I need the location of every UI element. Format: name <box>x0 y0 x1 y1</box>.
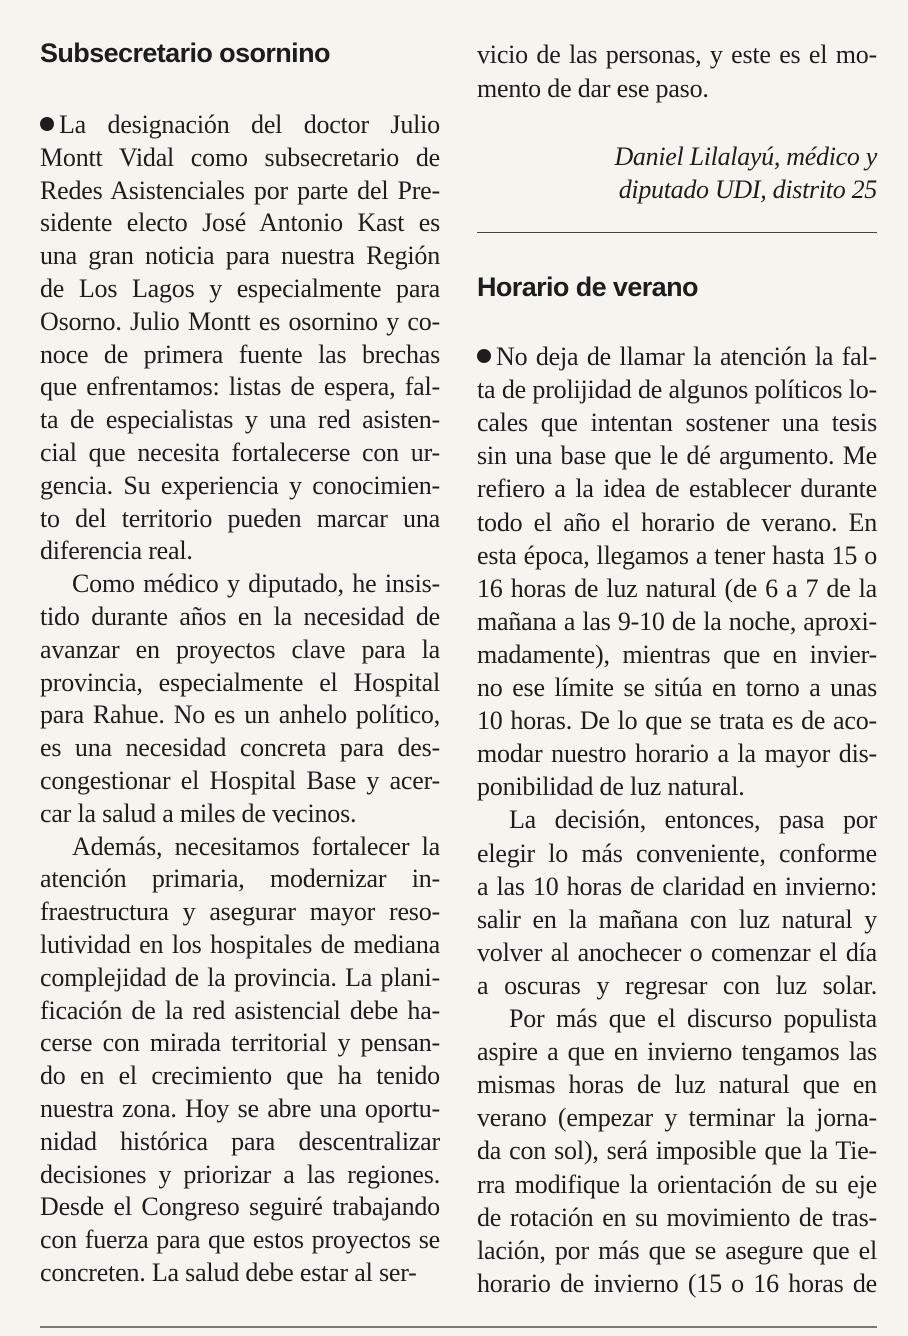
text-line <box>40 469 440 502</box>
text-line <box>477 837 877 870</box>
text-line <box>40 502 440 535</box>
line-text: ta de prolijidad de algunos políticos lo- <box>477 375 877 405</box>
text-line <box>40 1190 440 1223</box>
line-text: sin una base que le dé argumento. Me <box>477 441 877 471</box>
text-line <box>40 1223 440 1256</box>
line-text: No deja de llamar la atención la fal- <box>496 342 877 371</box>
text-line <box>477 936 877 969</box>
text-line <box>40 141 440 174</box>
line-text: sidente electo José Antonio Kast es <box>40 208 440 238</box>
line-text: decisiones y priorizar a las regiones. <box>40 1159 440 1189</box>
text-line <box>477 506 877 539</box>
text-line <box>477 38 877 71</box>
text-line <box>40 174 440 207</box>
text-line <box>40 206 440 239</box>
line-text: car la salud a miles de vecinos. <box>40 798 357 828</box>
line-text: La designación del doctor Julio <box>59 110 440 139</box>
text-line <box>40 862 440 895</box>
line-text: do en el crecimiento que ha tenido <box>40 1061 440 1091</box>
line-text: Por más que el discurso populista <box>509 1004 877 1033</box>
line-text: a las 10 horas de claridad en invierno: <box>477 871 877 901</box>
text-line <box>477 1002 877 1035</box>
text-line <box>477 340 877 373</box>
line-text: refiero a la idea de establecer durante <box>477 474 877 504</box>
line-text: da con sol), será imposible que la Tie- <box>477 1136 877 1166</box>
text-line <box>40 666 440 699</box>
text-line <box>40 534 440 567</box>
line-text: lación, por más que se asegure que el <box>477 1235 877 1265</box>
line-text: de rotación en su movimiento de tras- <box>477 1202 877 1232</box>
line-text: no ese límite se sitúa en torno a unas <box>477 673 877 702</box>
article-title-subsecretario: Subsecretario osornino <box>40 38 330 68</box>
text-line <box>40 895 440 928</box>
line-text: Además, necesitamos fortalecer la <box>72 831 440 861</box>
text-line <box>40 370 440 403</box>
line-text: cial que necesita fortalecerse con ur- <box>40 438 440 467</box>
line-text: noce de primera fuente las brechas <box>40 339 440 369</box>
page-bottom-rule <box>40 1326 877 1328</box>
line-text: Desde el Congreso seguiré trabajando <box>40 1192 440 1222</box>
text-line <box>477 1068 877 1101</box>
line-text: avanzar en proyectos clave para la <box>40 634 440 664</box>
text-line <box>40 567 440 600</box>
text-line <box>477 439 877 472</box>
text-line <box>477 406 877 439</box>
text-line <box>477 737 877 770</box>
text-line <box>40 1026 440 1059</box>
line-text: La decisión, entonces, pasa por <box>509 805 877 835</box>
bullet-icon <box>40 117 54 131</box>
text-line <box>40 830 440 863</box>
text-line <box>40 272 440 305</box>
text-line <box>40 764 440 797</box>
line-text: rra modifique la orientación de su eje <box>477 1169 877 1199</box>
line-text: que enfrentamos: listas de espera, fal- <box>40 372 440 402</box>
line-text: a oscuras y regresar con luz solar. <box>477 970 877 1000</box>
text-line <box>40 239 440 272</box>
line-text: salir en la mañana con luz natural y <box>477 904 877 934</box>
text-line <box>40 797 440 830</box>
text-line <box>40 633 440 666</box>
text-line <box>477 671 877 704</box>
text-line <box>477 1134 877 1167</box>
line-text: complejidad de la provincia. La plani- <box>40 962 440 992</box>
line-text: tido durante años en la necesidad de <box>40 602 440 631</box>
signature-role: diputado UDI, distrito 25 <box>618 175 877 204</box>
text-line <box>477 572 877 605</box>
line-text: mismas horas de luz natural que en <box>477 1070 877 1100</box>
text-line <box>477 803 877 836</box>
line-text: ficación de la red asistencial debe ha- <box>40 995 440 1025</box>
line-text: ponibilidad de luz natural. <box>477 772 745 802</box>
text-line <box>40 305 440 338</box>
line-text: todo el año el horario de verano. En <box>477 507 877 537</box>
text-line <box>40 600 440 633</box>
text-line <box>477 373 877 406</box>
section-divider <box>477 232 877 233</box>
line-text: Como médico y diputado, he insis- <box>72 569 440 599</box>
text-line <box>40 1256 440 1289</box>
signature-name: Daniel Lilalayú, médico y <box>614 142 877 171</box>
text-line <box>40 928 440 961</box>
line-text: mento de dar ese paso. <box>477 74 709 103</box>
line-text: nuestra zona. Hoy se abre una oportu- <box>40 1094 440 1123</box>
text-line <box>477 1234 877 1267</box>
line-text: una gran noticia para nuestra Región <box>40 241 440 271</box>
line-text: modar nuestro horario a la mayor dis- <box>477 739 877 769</box>
line-text: cales que intentan sostener una tesis <box>477 408 877 438</box>
line-text: fraestructura y asegurar mayor reso- <box>40 897 440 927</box>
line-text: esta época, llegamos a tener hasta 15 o <box>477 540 877 570</box>
line-text: ta de especialistas y una red asisten- <box>40 405 440 435</box>
line-text: con fuerza para que estos proyectos se <box>40 1225 440 1255</box>
line-text: para Rahue. No es un anhelo político, <box>40 700 440 730</box>
text-line <box>40 436 440 469</box>
text-line <box>477 539 877 572</box>
line-text: Osorno. Julio Montt es osornino y co- <box>40 306 440 336</box>
text-line <box>477 605 877 638</box>
text-line <box>40 994 440 1027</box>
article-title-horario: Horario de verano <box>477 272 698 302</box>
line-text: congestionar el Hospital Base y acer- <box>40 766 440 795</box>
line-text: es una necesidad concreta para des- <box>40 733 440 763</box>
line-text: to del territorio pueden marcar una <box>40 503 440 533</box>
text-line <box>477 472 877 505</box>
line-text: verano (empezar y terminar la jorna- <box>477 1103 877 1133</box>
text-line <box>477 969 877 1002</box>
line-text: diferencia real. <box>40 536 193 566</box>
line-text: 10 horas. De lo que se trata es de aco- <box>477 706 877 736</box>
text-line <box>477 1267 877 1300</box>
line-text: Redes Asistenciales por parte del Pre- <box>40 175 440 205</box>
line-text: Montt Vidal como subsecretario de <box>40 142 440 172</box>
line-text: de Los Lagos y especialmente para <box>40 274 440 303</box>
line-text: 16 horas de luz natural (de 6 a 7 de la <box>477 573 877 603</box>
text-line <box>477 1168 877 1201</box>
line-text: atención primaria, modernizar in- <box>40 864 440 894</box>
text-line <box>477 903 877 936</box>
text-line <box>477 72 877 105</box>
line-text: lutividad en los hospitales de mediana <box>40 930 440 959</box>
line-text: gencia. Su experiencia y conocimien- <box>40 470 440 500</box>
line-text: provincia, especialmente el Hospital <box>40 667 440 697</box>
text-line <box>40 1059 440 1092</box>
text-line <box>40 731 440 764</box>
text-line <box>40 698 440 731</box>
text-line <box>40 1092 440 1125</box>
text-line <box>40 108 440 141</box>
text-line <box>40 338 440 371</box>
text-line <box>40 1125 440 1158</box>
text-line <box>477 1035 877 1068</box>
line-text: madamente), mientras que en invier- <box>477 639 877 669</box>
text-line <box>477 770 877 803</box>
line-text: vicio de las personas, y este es el mo- <box>477 40 877 69</box>
line-text: horario de invierno (15 o 16 horas de <box>477 1268 877 1298</box>
line-text: elegir lo más conveniente, conforme <box>477 838 877 868</box>
line-text: concreten. La salud debe estar al ser- <box>40 1258 417 1287</box>
text-line <box>40 403 440 436</box>
line-text: mañana a las 9-10 de la noche, aproxi- <box>477 606 877 636</box>
line-text: cerse con mirada territorial y pensan- <box>40 1028 440 1058</box>
text-line <box>40 961 440 994</box>
text-line <box>477 704 877 737</box>
line-text: aspire a que en invierno tengamos las <box>477 1037 877 1067</box>
text-line <box>477 1201 877 1234</box>
text-line <box>40 1158 440 1191</box>
text-line <box>477 638 877 671</box>
text-line <box>477 870 877 903</box>
text-line <box>477 1101 877 1134</box>
line-text: volver al anochecer o comenzar el día <box>477 937 877 967</box>
line-text: nidad histórica para descentralizar <box>40 1126 440 1156</box>
bullet-icon <box>477 349 491 363</box>
